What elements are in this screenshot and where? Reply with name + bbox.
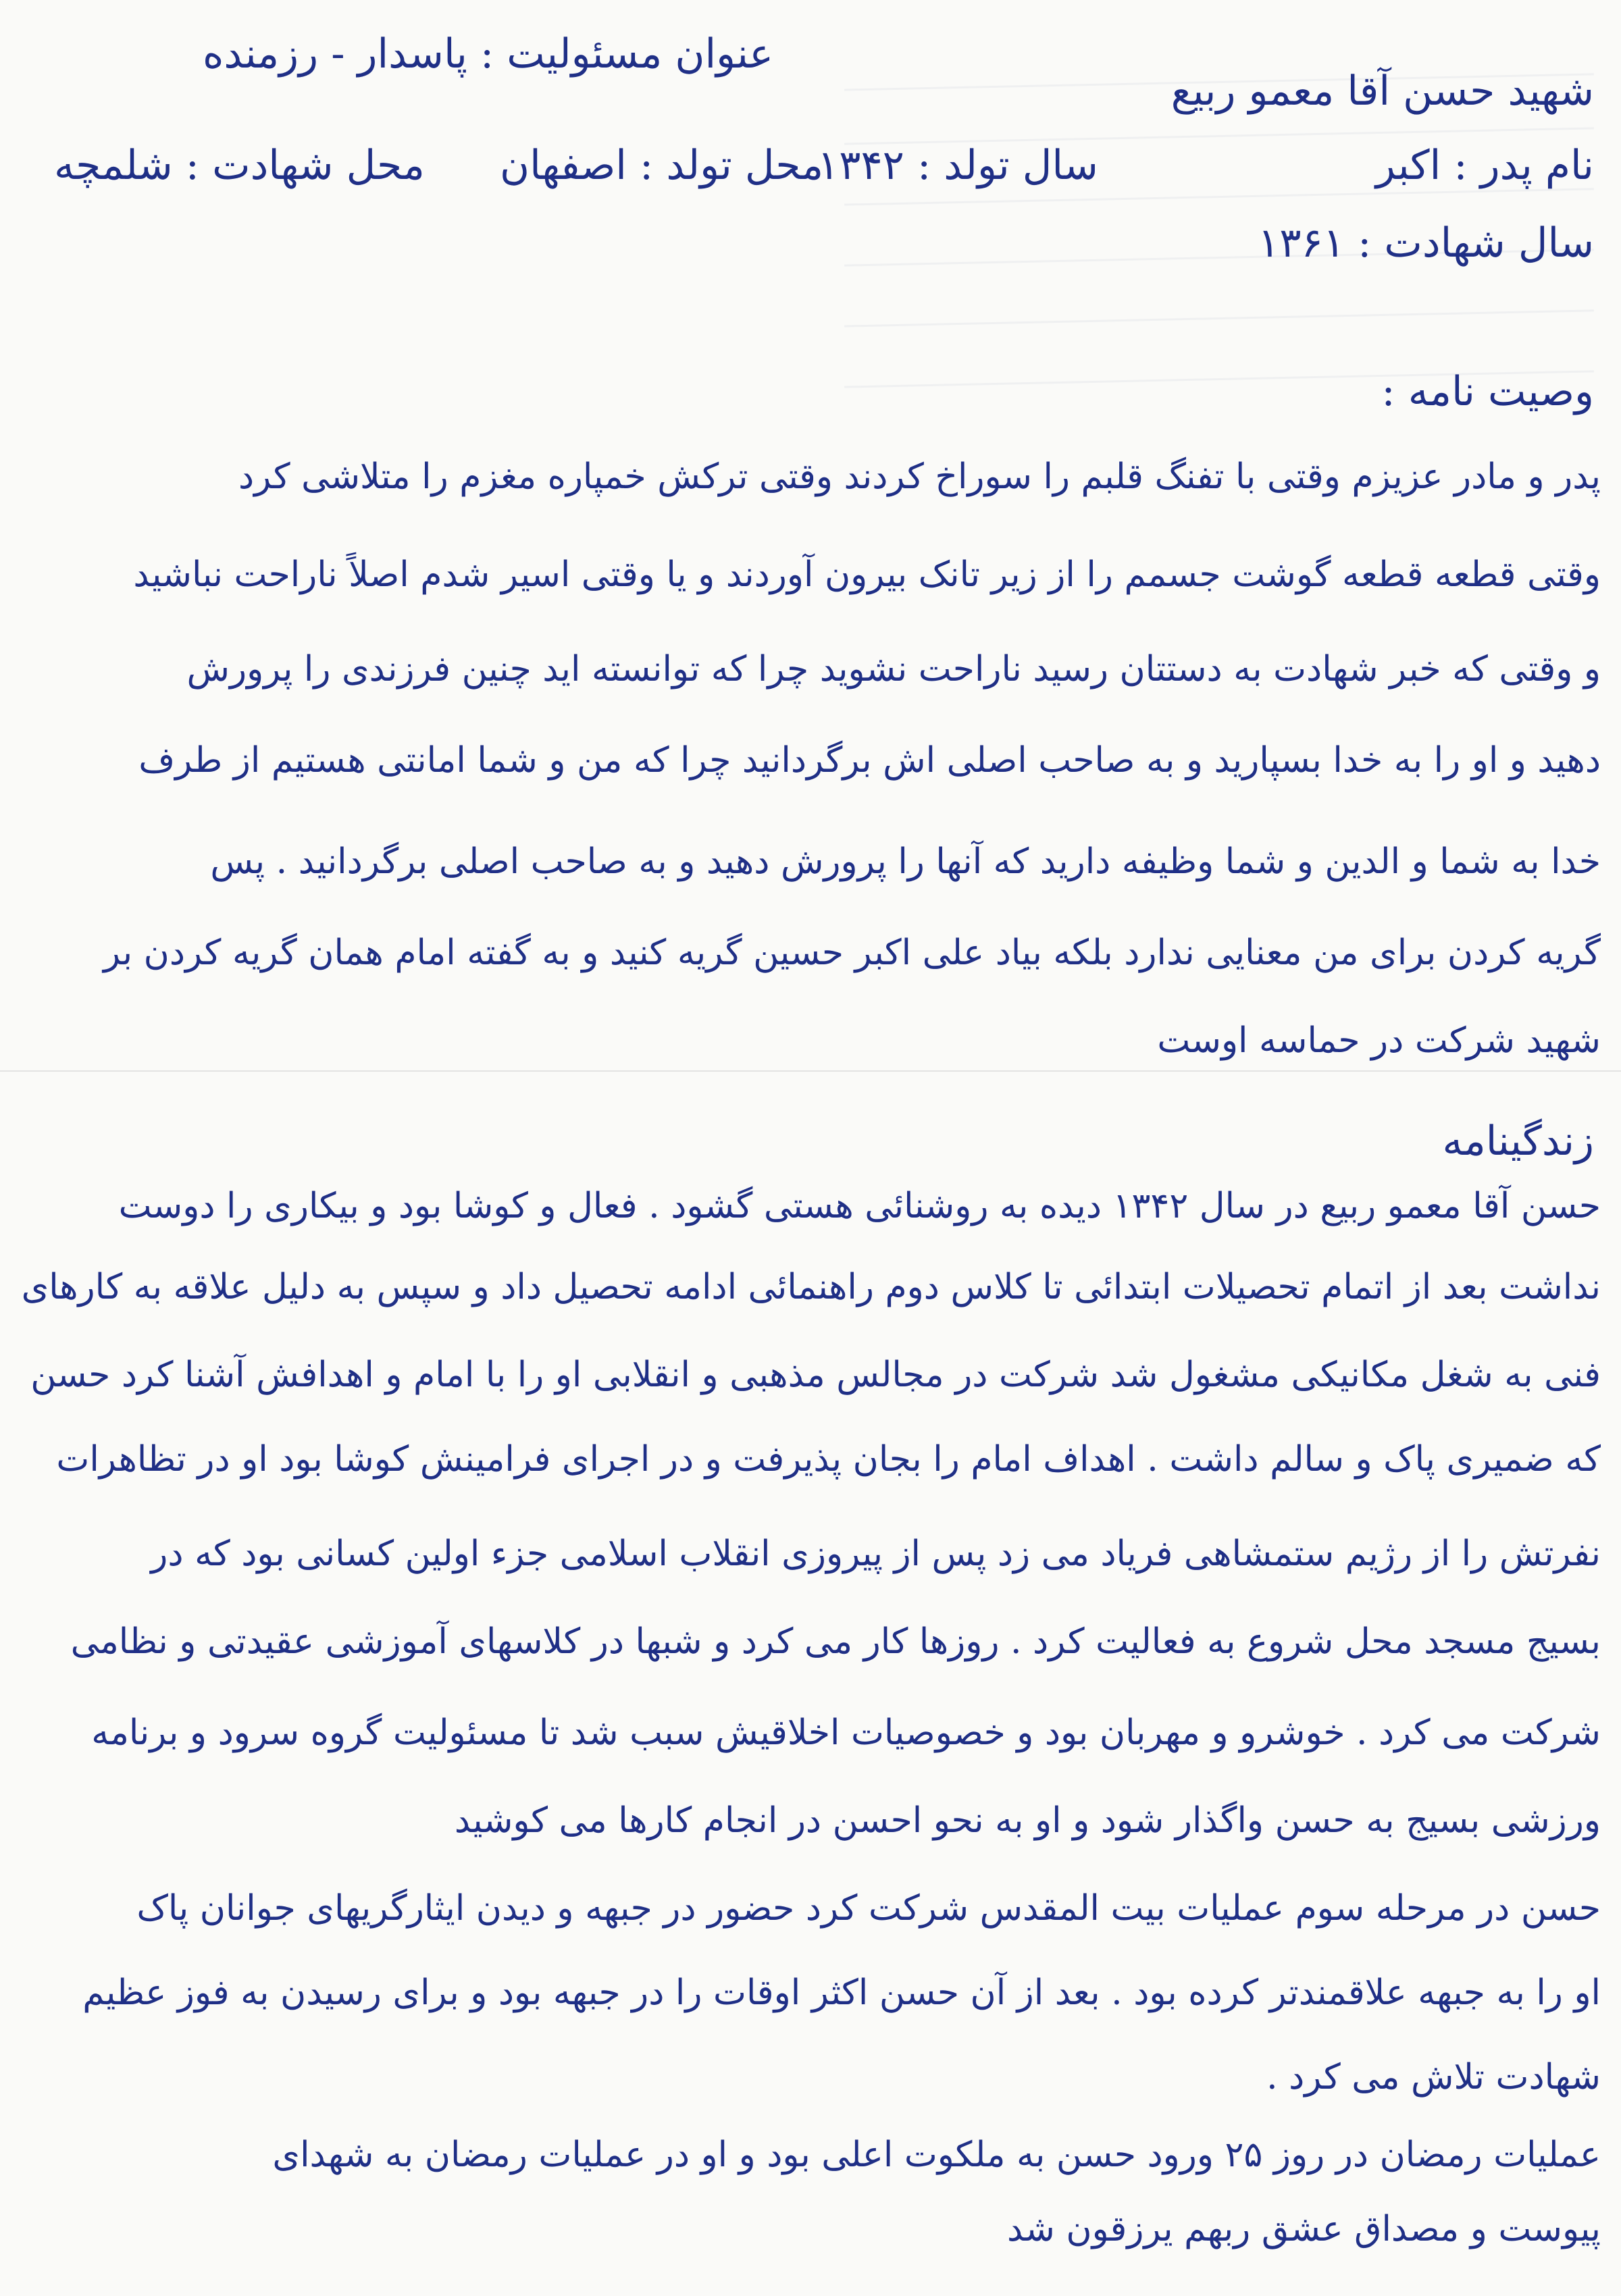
biography-line: او را به جبهه علاقمندتر کرده بود . بعد از آن حسن اکثر اوقات را در جبهه بود و برای رسیدن به فوز عظیم: [82, 1973, 1601, 2013]
martyr-name: شهید حسن آقا معمو ربیع: [1170, 68, 1594, 115]
biography-line: نفرتش را از رژیم ستمشاهی فریاد می زد پس از پیروزی انقلاب اسلامی جزء اولین کسانی بود که در: [151, 1534, 1601, 1574]
martyrdom-year: سال شهادت : ۱۳۶۱: [1258, 219, 1594, 267]
biography-line: نداشت بعد از اتمام تحصیلات ابتدائی تا کلاس دوم راهنمائی ادامه تحصیل داد و سپس به دلیل علاقه به کارهای: [21, 1267, 1601, 1307]
biography-line: ورزشی بسیج به حسن واگذار شود و او به نحو احسن در انجام کارها می کوشید: [454, 1800, 1601, 1841]
biography-line: شهادت تلاش می کرد .: [1266, 2057, 1601, 2097]
biography-line: پیوست و مصداق عشق ربهم یرزقون شد: [1007, 2209, 1601, 2249]
biography-line: شرکت می کرد . خوشرو و مهربان بود و خصوصیات اخلاقیش سبب شد تا مسئولیت گروه سرود و برنامه: [91, 1713, 1601, 1753]
biography-line: حسن در مرحله سوم عملیات بیت المقدس شرکت کرد حضور در جبهه و دیدن ایثارگریهای جوانان پاک: [136, 1888, 1601, 1929]
father-name: نام پدر : اکبر: [1375, 142, 1594, 189]
biography-line: بسیج مسجد محل شروع به فعالیت کرد . روزها کار می کرد و شبها در کلاسهای آموزشی عقیدتی و نظامی: [70, 1621, 1601, 1662]
will-line: شهید شرکت در حماسه اوست: [1157, 1020, 1601, 1061]
biography-line: که ضمیری پاک و سالم داشت . اهداف امام را بجان پذیرفت و در اجرای فرامینش کوشا بود او در تظاهرات: [56, 1439, 1601, 1480]
title-line: عنوان مسئولیت : پاسدار - رزمنده: [203, 30, 774, 78]
biography-line: عملیات رمضان در روز ۲۵ ورود حسن به ملکوت اعلی بود و او در عملیات رمضان به شهدای: [272, 2135, 1601, 2175]
will-line: وقتی قطعه قطعه گوشت جسمم را از زیر تانک بیرون آوردند و یا وقتی اسیر شدم اصلاً ناراحت نباشید: [133, 554, 1601, 595]
birth-place: محل تولد : اصفهان: [500, 142, 824, 189]
will-heading: وصیت نامه :: [1381, 368, 1594, 415]
will-line: خدا به شما و الدین و شما وظیفه دارید که آنها را پرورش دهید و به صاحب اصلی برگردانید . پس: [210, 841, 1601, 882]
bleed-through-line: [844, 309, 1594, 327]
martyrdom-place: محل شهادت : شلمچه: [54, 142, 425, 189]
will-line: دهید و او را به خدا بسپارید و به صاحب اصلی اش برگردانید چرا که من و شما امانتی هستیم از طرف: [138, 740, 1601, 781]
will-line: و وقتی که خبر شهادت به دستتان رسید ناراحت نشوید چرا که توانسته اید چنین فرزندی را پرورش: [186, 649, 1601, 689]
will-line: پدر و مادر عزیزم وقتی با تفنگ قلبم را سوراخ کردند وقتی ترکش خمپاره مغزم را متلاشی کرد: [238, 456, 1601, 497]
biography-line: فنی به شغل مکانیکی مشغول شد شرکت در مجالس مذهبی و انقلابی او را با امام و اهدافش آشنا کرد حسن: [30, 1355, 1601, 1395]
will-line: گریه کردن برای من معنایی ندارد بلکه بیاد علی اکبر حسین گریه کنید و به گفته امام همان گریه کردن بر: [103, 933, 1601, 973]
biography-line: حسن آقا معمو ربیع در سال ۱۳۴۲ دیده به روشنائی هستی گشود . فعال و کوشا بود و بیکاری را دوست: [118, 1186, 1601, 1226]
biography-heading: زندگینامه: [1442, 1118, 1594, 1165]
birth-year: سال تولد : ۱۳۴۲: [817, 142, 1098, 189]
bleed-through-line: [844, 188, 1594, 205]
paper-fold: [0, 1070, 1621, 1072]
